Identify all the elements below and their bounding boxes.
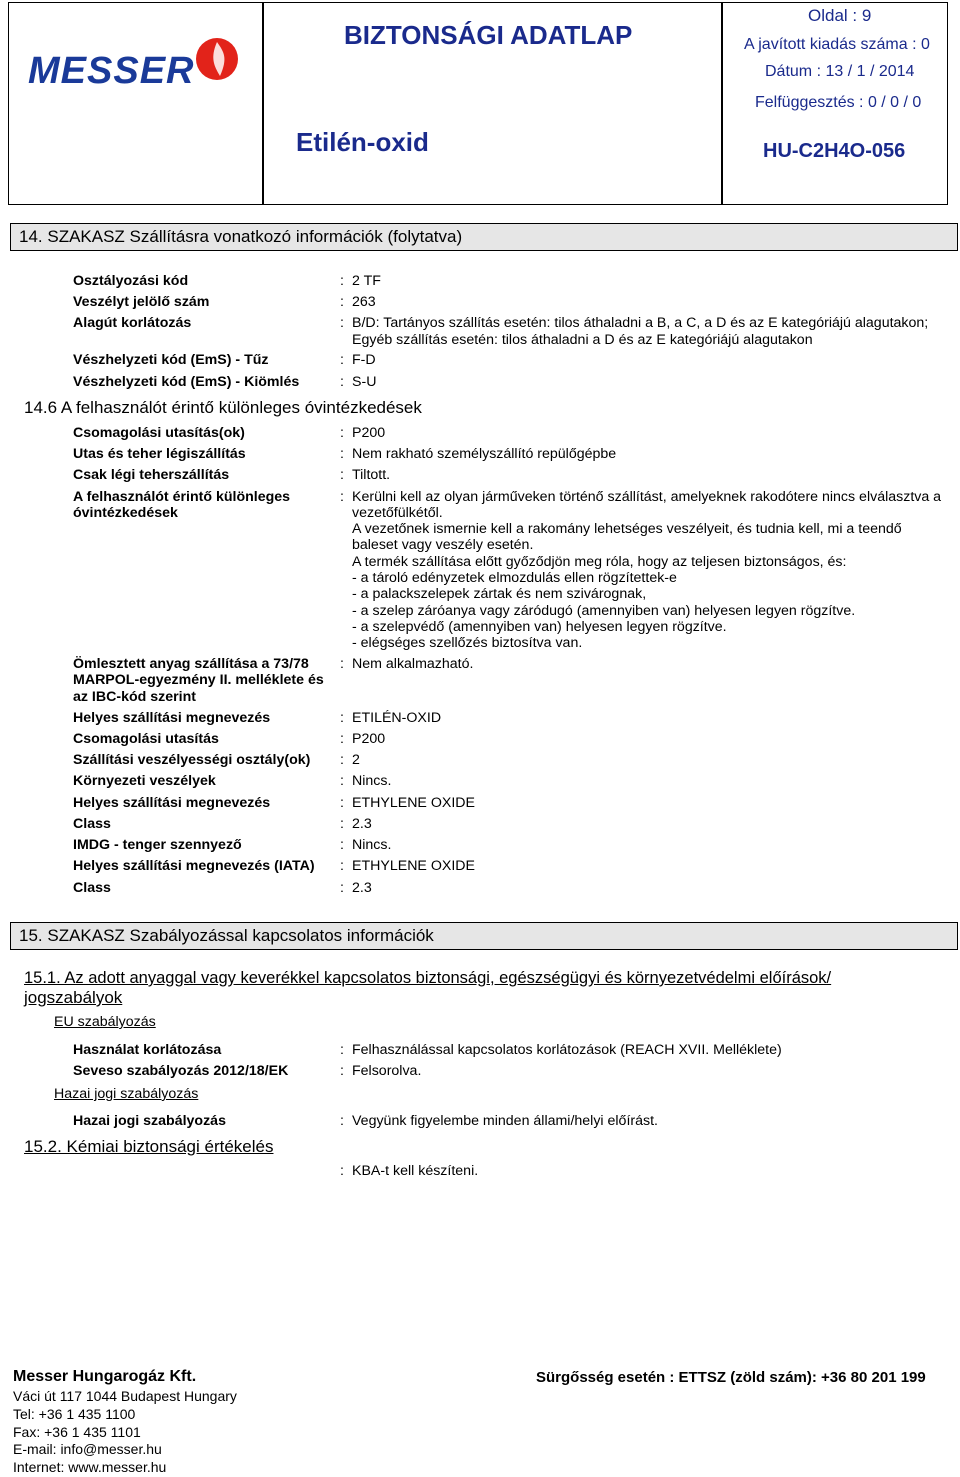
special-line: A termék szállítása előtt győződjön meg róla, hogy az teljesen biztonságos, és: [352, 554, 847, 570]
footer-tel: Tel: +36 1 435 1100 [13, 1406, 136, 1422]
row-value: 2.3 [352, 880, 372, 896]
subsection-15-1-title-line: 15.1. Az adott anyaggal vagy keverékkel kapcsolatos biztonsági, egészségügyi és környezetvédelmi előírások/ [24, 969, 832, 987]
document-code: HU-C2H4O-056 [763, 140, 906, 162]
row-label: Helyes szállítási megnevezés [73, 795, 271, 811]
colon: : [340, 773, 344, 789]
row-value: Felhasználással kapcsolatos korlátozások (REACH XVII. Melléklete) [352, 1042, 782, 1058]
subsection-15-1-title-line: jogszabályok [24, 988, 123, 1007]
revision-number: A javított kiadás száma : 0 [744, 36, 930, 53]
colon: : [340, 1113, 344, 1129]
product-name: Etilén-oxid [296, 127, 429, 157]
row-label: Osztályozási kód [73, 273, 189, 289]
row-value: Nincs. [352, 773, 392, 789]
row-value: Nincs. [352, 837, 392, 853]
colon: : [340, 1063, 344, 1079]
row-value: Tiltott. [352, 467, 391, 483]
special-label-line: óvintézkedések [73, 505, 178, 521]
colon: : [340, 374, 344, 390]
row-value: ETHYLENE OXIDE [352, 795, 475, 811]
national-heading: Hazai jogi szabályozás [54, 1086, 199, 1102]
special-line: - a tároló edényzetek elmozdulás ellen rögzítettek-e [352, 570, 677, 586]
row-label: Helyes szállítási megnevezés [73, 710, 271, 726]
footer-emergency: Sürgősség esetén : ETTSZ (zöld szám): +36 80 201 199 [536, 1369, 926, 1386]
chemical-safety-value: KBA-t kell készíteni. [352, 1163, 479, 1179]
document-title: BIZTONSÁGI ADATLAP [344, 20, 633, 50]
special-line: Kerülni kell az olyan járműveken történő szállítást, amelyeknek rakodótere nincs elválasztva a [352, 489, 942, 505]
colon: : [340, 352, 344, 368]
special-line: - a szelep záróanya vagy záródugó (amennyiben van) helyesen legyen rögzítve. [352, 603, 856, 619]
special-line: baleset vagy veszély esetén. [352, 537, 534, 553]
footer-company: Messer Hungarogáz Kft. [13, 1368, 197, 1385]
colon: : [340, 858, 344, 874]
colon: : [340, 467, 344, 483]
row-value: Vegyünk figyelembe minden állami/helyi előírást. [352, 1113, 658, 1129]
row-label: Vészhelyzeti kód (EmS) - Kiömlés [73, 374, 300, 390]
header-divider-left [262, 2, 264, 205]
colon: : [340, 489, 344, 505]
row-value: P200 [352, 425, 386, 441]
colon: : [340, 816, 344, 832]
row-value: Nem rakható személyszállító repülőgépbe [352, 446, 617, 462]
row-label: Utas és teher légiszállítás [73, 446, 246, 462]
row-value: 263 [352, 294, 376, 310]
colon: : [340, 273, 344, 289]
special-line: - a szelepvédő (amennyiben van) helyesen legyen rögzítve. [352, 619, 727, 635]
marpol-label-line: az IBC-kód szerint [73, 689, 196, 705]
header-divider-right [721, 2, 723, 205]
messer-logo [22, 30, 247, 100]
row-value: P200 [352, 731, 386, 747]
revision-date: Dátum : 13 / 1 / 2014 [765, 63, 915, 80]
colon: : [340, 425, 344, 441]
row-value: S-U [352, 374, 377, 390]
footer-fax: Fax: +36 1 435 1101 [13, 1424, 141, 1440]
row-label: Csak légi teherszállítás [73, 467, 230, 483]
footer-email: E-mail: info@messer.hu [13, 1441, 162, 1457]
marpol-label-line: MARPOL-egyezmény II. melléklete és [73, 672, 324, 688]
footer-internet: Internet: www.messer.hu [13, 1459, 167, 1475]
row-value: 2 TF [352, 273, 381, 289]
row-value: F-D [352, 352, 376, 368]
section-15-title: 15. SZAKASZ Szabályozással kapcsolatos információk [10, 922, 958, 950]
colon: : [340, 752, 344, 768]
colon: : [340, 880, 344, 896]
special-line: - a palackszelepek zártak és nem szivárognak, [352, 586, 647, 602]
colon: : [340, 294, 344, 310]
row-label: Class [73, 880, 111, 896]
row-label: Használat korlátozása [73, 1042, 222, 1058]
marpol-value: Nem alkalmazható. [352, 656, 474, 672]
eu-heading: EU szabályozás [54, 1014, 156, 1030]
special-line: vezetőfülkétől. [352, 505, 443, 521]
row-value: ETHYLENE OXIDE [352, 858, 475, 874]
row-label: Helyes szállítási megnevezés (IATA) [73, 858, 315, 874]
subsection-14-6-title: 14.6 A felhasználót érintő különleges óvintézkedések [24, 398, 422, 417]
row-label: Alagút korlátozás [73, 315, 192, 331]
special-label-line: A felhasználót érintő különleges [73, 489, 291, 505]
row-value: Felsorolva. [352, 1063, 422, 1079]
row-label: Hazai jogi szabályozás [73, 1113, 226, 1129]
colon: : [340, 795, 344, 811]
row-label: Csomagolási utasítás [73, 731, 219, 747]
colon: : [340, 656, 344, 672]
row-label: Környezeti veszélyek [73, 773, 216, 789]
colon: : [340, 710, 344, 726]
subsection-15-2-title: 15.2. Kémiai biztonsági értékelés [24, 1137, 274, 1156]
row-label: IMDG - tenger szennyező [73, 837, 242, 853]
row-label: Veszélyt jelölő szám [73, 294, 210, 310]
row-value: 2 [352, 752, 360, 768]
special-line: A vezetőnek ismernie kell a rakomány lehetséges veszélyeit, és tudnia kell, mi a teendő [352, 521, 902, 537]
row-label: Class [73, 816, 111, 832]
colon: : [340, 315, 344, 331]
messer-flame-icon [194, 36, 240, 82]
special-line: - elégséges szellőzés biztosítva van. [352, 635, 583, 651]
colon: : [340, 446, 344, 462]
colon: : [340, 731, 344, 747]
page-number: Oldal : 9 [808, 6, 872, 25]
colon: : [340, 1042, 344, 1058]
row-label: Szállítási veszélyességi osztály(ok) [73, 752, 311, 768]
colon: : [340, 1163, 344, 1179]
suspension: Felfüggesztés : 0 / 0 / 0 [755, 94, 922, 111]
row-value: B/D: Tartányos szállítás esetén: tilos áthaladni a B, a C, a D és az E kategóriájú alagutakon; Egyéb szállítás esetén: tilos áthaladni a D és az E kategóriájú alagutakon [352, 315, 929, 348]
section-14-title: 14. SZAKASZ Szállításra vonatkozó információk (folytatva) [10, 223, 958, 251]
row-value: 2.3 [352, 816, 372, 832]
row-label: Csomagolási utasítás(ok) [73, 425, 245, 441]
row-label: Seveso szabályozás 2012/18/EK [73, 1063, 289, 1079]
marpol-label-line: Ömlesztett anyag szállítása a 73/78 [73, 656, 309, 672]
row-label: Vészhelyzeti kód (EmS) - Tűz [73, 352, 269, 368]
logo-wordmark: MESSER [28, 50, 195, 92]
row-value: ETILÉN-OXID [352, 710, 442, 726]
colon: : [340, 837, 344, 853]
footer-address: Váci út 117 1044 Budapest Hungary [13, 1388, 237, 1404]
